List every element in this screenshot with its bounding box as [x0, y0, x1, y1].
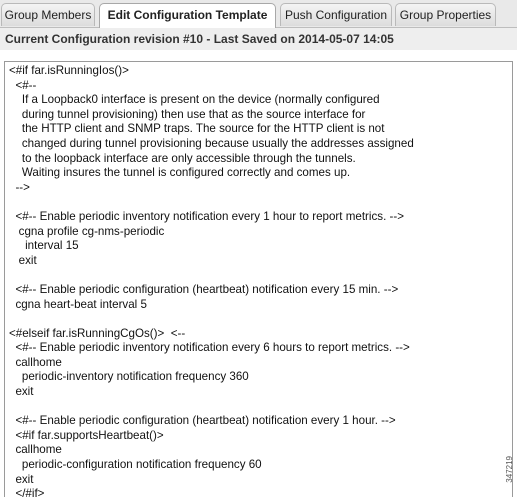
- editor-line: the HTTP client and SNMP traps. The source for the HTTP client is not: [9, 122, 385, 136]
- editor-line: [9, 268, 512, 283]
- editor-line: periodic-configuration notification frequency 60: [9, 458, 262, 472]
- editor-line: <#if far.isRunningIos()>: [9, 64, 129, 77]
- editor-line: [9, 195, 512, 210]
- editor-line: If a Loopback0 interface is present on the device (normally configured: [9, 93, 380, 107]
- editor-line: <#-- Enable periodic configuration (heartbeat) notification every 15 min. -->: [9, 282, 399, 296]
- editor-line: to the loopback interface are only accessible through the tunnels.: [9, 151, 356, 165]
- editor-line: cgna heart-beat interval 5: [9, 297, 147, 311]
- tab-group-properties[interactable]: Group Properties: [395, 3, 496, 26]
- editor-line: cgna profile cg-nms-periodic: [9, 224, 165, 238]
- editor-line: periodic-inventory notification frequency 360: [9, 370, 249, 384]
- editor-line: <#-- Enable periodic configuration (heartbeat) notification every 1 hour. -->: [9, 414, 396, 428]
- tab-bar: [0, 0, 517, 28]
- editor-line: <#elseif far.isRunningCgOs()> <--: [9, 326, 186, 340]
- editor-line: -->: [9, 180, 30, 194]
- editor-line: <#-- Enable periodic inventory notification every 6 hours to report metrics. -->: [9, 341, 410, 355]
- template-editor[interactable]: [4, 61, 513, 497]
- tab-group-members[interactable]: Group Members: [1, 3, 95, 26]
- editor-line: during tunnel provisioning) then use that as the source interface for: [9, 107, 366, 121]
- tab-edit-configuration-template[interactable]: Edit Configuration Template: [99, 3, 276, 28]
- editor-line: </#if>: [9, 487, 45, 497]
- editor-line: callhome: [9, 443, 62, 457]
- editor-line: exit: [9, 472, 34, 486]
- editor-line: exit: [9, 253, 37, 267]
- editor-line: <#-- Enable periodic inventory notification every 1 hour to report metrics. -->: [9, 209, 405, 223]
- editor-line: Waiting insures the tunnel is configured correctly and comes up.: [9, 166, 351, 180]
- tab-push-configuration[interactable]: Push Configuration: [280, 3, 392, 26]
- editor-line: <#if far.supportsHeartbeat()>: [9, 428, 164, 442]
- editor-line: <#--: [9, 78, 37, 92]
- figure-id: 347219: [505, 456, 514, 483]
- editor-line: exit: [9, 385, 34, 399]
- editor-line: [9, 400, 512, 415]
- editor-line: callhome: [9, 355, 62, 369]
- revision-status: Current Configuration revision #10 - Last Saved on 2014-05-07 14:05: [0, 28, 517, 50]
- editor-line: changed during tunnel provisioning because usually the addresses assigned: [9, 136, 414, 150]
- editor-line: [9, 312, 512, 327]
- editor-line: interval 15: [9, 239, 79, 253]
